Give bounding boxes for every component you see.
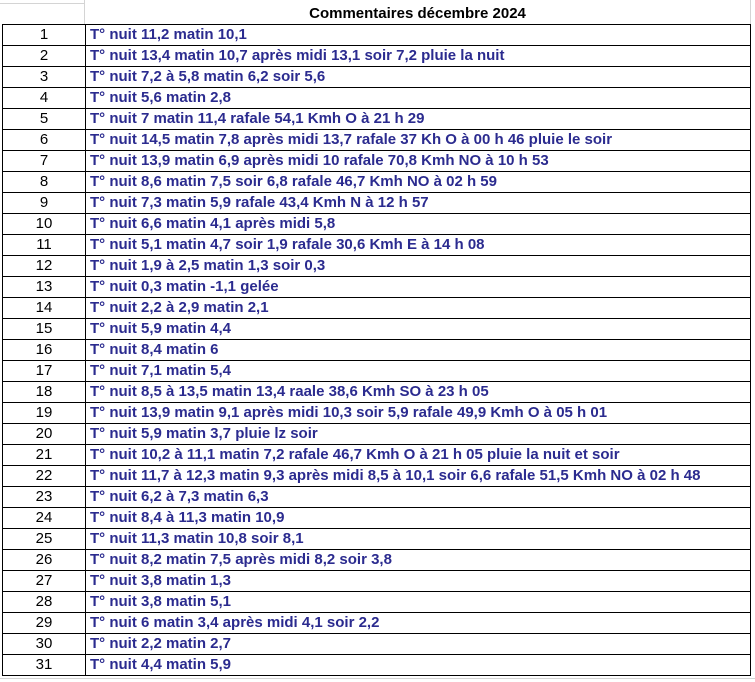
comments-table (2, 24, 751, 676)
comment-cell[interactable]: T° nuit 1,9 à 2,5 matin 1,3 soir 0,3 (86, 256, 751, 277)
table-row (3, 487, 751, 508)
table-row (3, 46, 751, 67)
day-number-cell[interactable]: 20 (3, 424, 86, 445)
comment-cell[interactable]: T° nuit 7 matin 11,4 rafale 54,1 Kmh O à 21 h 29 (86, 109, 751, 130)
day-number-cell[interactable]: 4 (3, 88, 86, 109)
day-number-cell[interactable]: 24 (3, 508, 86, 529)
table-row (3, 193, 751, 214)
comment-cell[interactable]: T° nuit 5,9 matin 3,7 pluie lz soir (86, 424, 751, 445)
gridline (750, 0, 751, 24)
day-number-cell[interactable]: 6 (3, 130, 86, 151)
comment-cell[interactable]: T° nuit 3,8 matin 1,3 (86, 571, 751, 592)
day-number-cell[interactable]: 15 (3, 319, 86, 340)
table-row (3, 655, 751, 676)
day-number-cell[interactable]: 10 (3, 214, 86, 235)
day-number-cell[interactable]: 29 (3, 613, 86, 634)
comment-cell[interactable]: T° nuit 13,9 matin 9,1 après midi 10,3 soir 5,9 rafale 49,9 Kmh O à 05 h 01 (86, 403, 751, 424)
comment-cell[interactable]: T° nuit 6,2 à 7,3 matin 6,3 (86, 487, 751, 508)
gridline (0, 678, 755, 679)
day-number-cell[interactable]: 2 (3, 46, 86, 67)
day-number-cell[interactable]: 9 (3, 193, 86, 214)
table-row (3, 382, 751, 403)
comment-cell[interactable]: T° nuit 11,2 matin 10,1 (86, 25, 751, 46)
comment-cell[interactable]: T° nuit 8,2 matin 7,5 après midi 8,2 soir 3,8 (86, 550, 751, 571)
day-number-cell[interactable]: 27 (3, 571, 86, 592)
comment-cell[interactable]: T° nuit 5,1 matin 4,7 soir 1,9 rafale 30,6 Kmh E à 14 h 08 (86, 235, 751, 256)
day-number-cell[interactable]: 13 (3, 277, 86, 298)
day-number-cell[interactable]: 19 (3, 403, 86, 424)
comment-cell[interactable]: T° nuit 7,2 à 5,8 matin 6,2 soir 5,6 (86, 67, 751, 88)
comment-cell[interactable]: T° nuit 4,4 matin 5,9 (86, 655, 751, 676)
day-number-cell[interactable]: 30 (3, 634, 86, 655)
table-row (3, 508, 751, 529)
day-number-cell[interactable]: 31 (3, 655, 86, 676)
comment-cell[interactable]: T° nuit 11,7 à 12,3 matin 9,3 après midi 8,5 à 10,1 soir 6,6 rafale 51,5 Kmh NO à 02 h 48 (86, 466, 751, 487)
table-row (3, 109, 751, 130)
comment-cell[interactable]: T° nuit 3,8 matin 5,1 (86, 592, 751, 613)
table-row (3, 172, 751, 193)
comment-cell[interactable]: T° nuit 7,3 matin 5,9 rafale 43,4 Kmh N à 12 h 57 (86, 193, 751, 214)
table-row (3, 214, 751, 235)
comment-cell[interactable]: T° nuit 13,4 matin 10,7 après midi 13,1 soir 7,2 pluie la nuit (86, 46, 751, 67)
table-row (3, 445, 751, 466)
table-row (3, 130, 751, 151)
comment-cell[interactable]: T° nuit 5,6 matin 2,8 (86, 88, 751, 109)
day-number-cell[interactable]: 22 (3, 466, 86, 487)
day-number-cell[interactable]: 28 (3, 592, 86, 613)
comment-cell[interactable]: T° nuit 8,6 matin 7,5 soir 6,8 rafale 46,7 Kmh NO à 02 h 59 (86, 172, 751, 193)
day-number-cell[interactable]: 12 (3, 256, 86, 277)
table-row (3, 634, 751, 655)
table-row (3, 361, 751, 382)
gridline (0, 3, 85, 4)
table-row (3, 592, 751, 613)
day-number-cell[interactable]: 23 (3, 487, 86, 508)
sheet-title[interactable]: Commentaires décembre 2024 (309, 5, 526, 22)
table-row (3, 613, 751, 634)
comment-cell[interactable]: T° nuit 0,3 matin -1,1 gelée (86, 277, 751, 298)
table-row (3, 235, 751, 256)
table-row (3, 298, 751, 319)
comment-cell[interactable]: T° nuit 8,5 à 13,5 matin 13,4 raale 38,6 Kmh SO à 23 h 05 (86, 382, 751, 403)
table-row (3, 403, 751, 424)
day-number-cell[interactable]: 16 (3, 340, 86, 361)
day-number-cell[interactable]: 8 (3, 172, 86, 193)
comment-cell[interactable]: T° nuit 10,2 à 11,1 matin 7,2 rafale 46,7 Kmh O à 21 h 05 pluie la nuit et soir (86, 445, 751, 466)
comment-cell[interactable]: T° nuit 13,9 matin 6,9 après midi 10 rafale 70,8 Kmh NO à 10 h 53 (86, 151, 751, 172)
table-body (3, 25, 751, 676)
table-row (3, 151, 751, 172)
day-number-cell[interactable]: 3 (3, 67, 86, 88)
table-row (3, 529, 751, 550)
comment-cell[interactable]: T° nuit 8,4 à 11,3 matin 10,9 (86, 508, 751, 529)
comment-cell[interactable]: T° nuit 5,9 matin 4,4 (86, 319, 751, 340)
table-row (3, 424, 751, 445)
table-row (3, 25, 751, 46)
day-number-cell[interactable]: 14 (3, 298, 86, 319)
table-row (3, 466, 751, 487)
day-number-cell[interactable]: 5 (3, 109, 86, 130)
comment-cell[interactable]: T° nuit 14,5 matin 7,8 après midi 13,7 rafale 37 Kh O à 00 h 46 pluie le soir (86, 130, 751, 151)
day-number-cell[interactable]: 11 (3, 235, 86, 256)
comment-cell[interactable]: T° nuit 2,2 matin 2,7 (86, 634, 751, 655)
comment-cell[interactable]: T° nuit 6,6 matin 4,1 après midi 5,8 (86, 214, 751, 235)
comment-cell[interactable]: T° nuit 2,2 à 2,9 matin 2,1 (86, 298, 751, 319)
table-row (3, 67, 751, 88)
table-row (3, 340, 751, 361)
day-number-cell[interactable]: 17 (3, 361, 86, 382)
day-number-cell[interactable]: 21 (3, 445, 86, 466)
day-number-cell[interactable]: 7 (3, 151, 86, 172)
day-number-cell[interactable]: 26 (3, 550, 86, 571)
table-row (3, 277, 751, 298)
day-number-cell[interactable]: 25 (3, 529, 86, 550)
comment-cell[interactable]: T° nuit 7,1 matin 5,4 (86, 361, 751, 382)
table-row (3, 256, 751, 277)
comment-cell[interactable]: T° nuit 8,4 matin 6 (86, 340, 751, 361)
table-row (3, 550, 751, 571)
day-number-cell[interactable]: 18 (3, 382, 86, 403)
day-number-cell[interactable]: 1 (3, 25, 86, 46)
table-row (3, 571, 751, 592)
table-row (3, 319, 751, 340)
comment-cell[interactable]: T° nuit 11,3 matin 10,8 soir 8,1 (86, 529, 751, 550)
table-row (3, 88, 751, 109)
comment-cell[interactable]: T° nuit 6 matin 3,4 après midi 4,1 soir 2,2 (86, 613, 751, 634)
